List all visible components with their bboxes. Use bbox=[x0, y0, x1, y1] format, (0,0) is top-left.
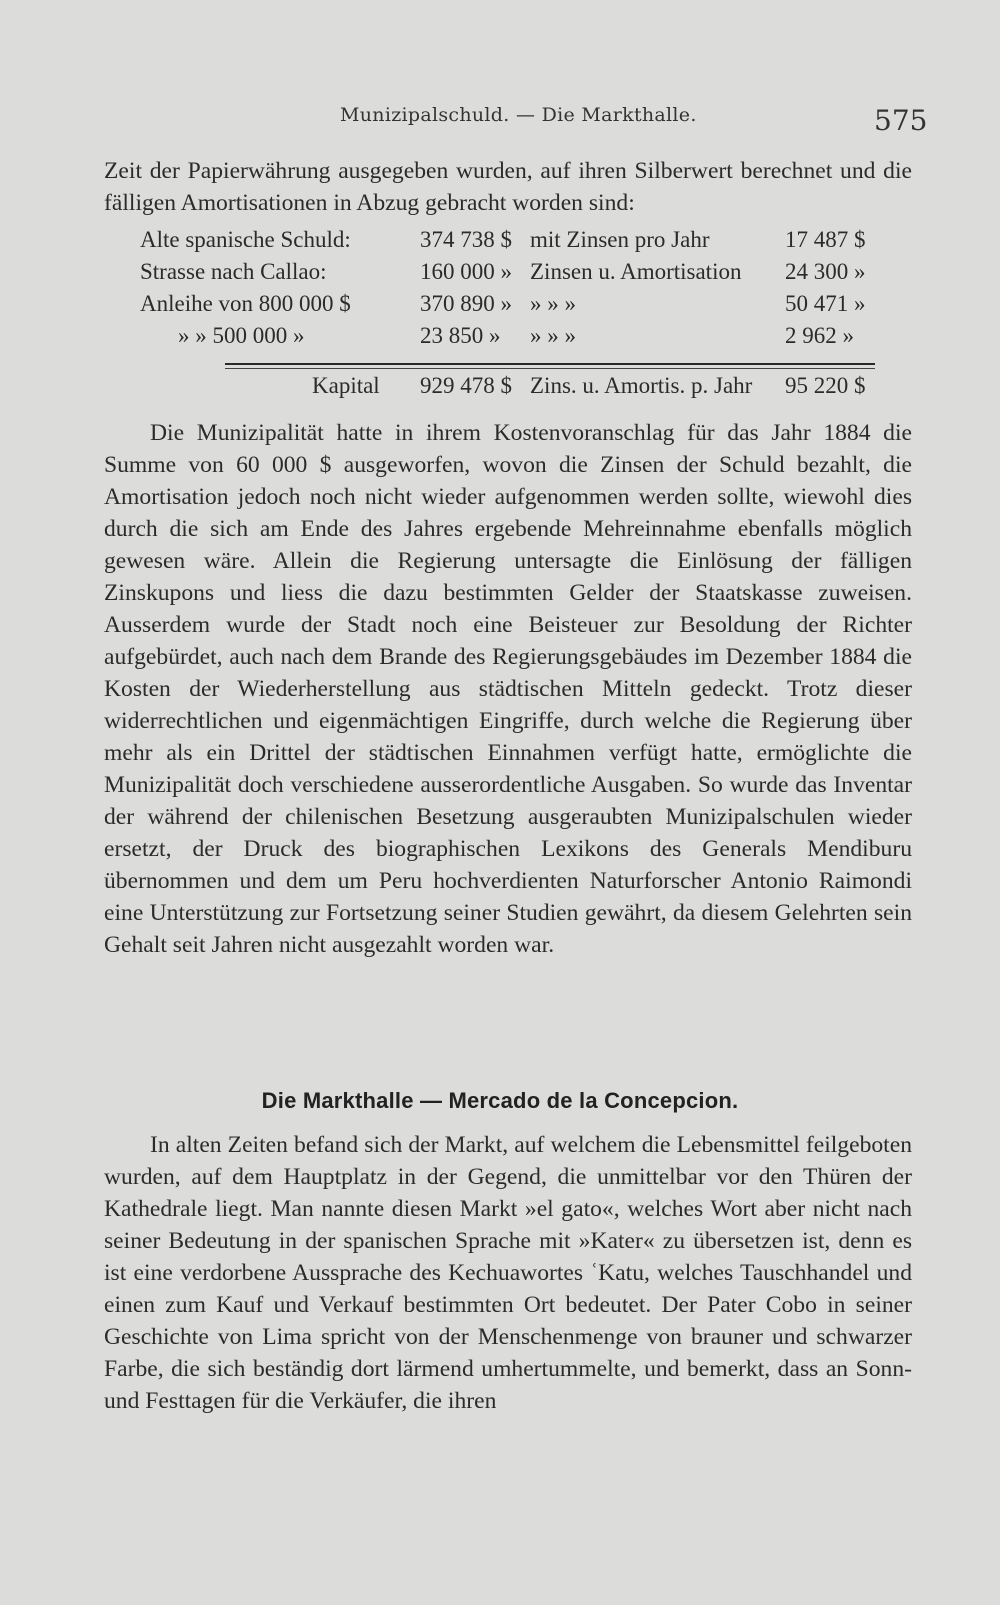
running-head: Munizipalschuld. — Die Markthalle. bbox=[340, 104, 697, 126]
debt-amount: 370 890 » bbox=[420, 291, 512, 316]
debt-row bbox=[140, 227, 880, 259]
total-row bbox=[140, 373, 880, 405]
page-header bbox=[0, 100, 1000, 140]
total-description: Zins. u. Amortis. p. Jahr bbox=[530, 373, 753, 398]
total-rule-thin bbox=[225, 368, 875, 369]
debt-description: » » » bbox=[530, 291, 576, 316]
section-heading: Die Markthalle — Mercado de la Concepcion. bbox=[261, 1088, 739, 1113]
debt-annual: 17 487 $ bbox=[785, 227, 866, 252]
debt-amount: 160 000 » bbox=[420, 259, 512, 284]
debt-row bbox=[140, 291, 880, 323]
intro-paragraph bbox=[104, 155, 912, 219]
debt-description: mit Zinsen pro Jahr bbox=[530, 227, 710, 252]
body-paragraph bbox=[104, 1129, 912, 1417]
debt-table bbox=[140, 227, 880, 398]
total-amount: 929 478 $ bbox=[420, 373, 512, 398]
debt-description: Zinsen u. Amortisation bbox=[530, 259, 742, 284]
debt-amount: 374 738 $ bbox=[420, 227, 512, 252]
debt-label: Alte spanische Schuld: bbox=[140, 227, 351, 252]
total-label: Kapital bbox=[312, 373, 380, 398]
total-annual: 95 220 $ bbox=[785, 373, 866, 398]
debt-amount: 23 850 » bbox=[420, 323, 501, 348]
debt-description: » » » bbox=[530, 323, 576, 348]
paragraph-market-history: In alten Zeiten befand sich der Markt, auf welchem die Lebensmittel feilgeboten wurden, auf dem Hauptplatz in der Gegend, die unmittelbar vor den Thüren der Kathedrale liegt. Man nannte diesen Markt »el gato«, welches Wort aber nicht nach seiner Bedeutung in der spanischen Sprache mit »Kater« zu übersetzen ist, denn es ist eine verdorbene Aussprache des Kechuawortes ʿKatu, welches Tauschhandel und einen zum Kauf und Verkauf bestimmten Ort bedeutet. Der Pater Cobo in seiner Geschichte von Lima spricht von der Menschenmenge von brauner und schwarzer Farbe, die sich beständig dort lärmend umhertummelte, und bemerkt, dass an Sonn- und Festtagen für die Verkäufer, die ihren bbox=[104, 1132, 912, 1414]
debt-annual: 24 300 » bbox=[785, 259, 866, 284]
intro-text: Zeit der Papierwährung ausgegeben wurden, auf ihren Silberwert berechnet und die fälligen Amortisationen in Abzug gebracht worden sind: bbox=[104, 158, 912, 216]
debt-row bbox=[140, 323, 880, 355]
debt-label: » » 500 000 » bbox=[178, 323, 305, 348]
debt-row bbox=[140, 259, 880, 291]
debt-annual: 2 962 » bbox=[785, 323, 854, 348]
debt-annual: 50 471 » bbox=[785, 291, 866, 316]
debt-label: Anleihe von 800 000 $ bbox=[140, 291, 351, 316]
debt-label: Strasse nach Callao: bbox=[140, 259, 327, 284]
page-number: 575 bbox=[874, 104, 928, 137]
paragraph-municipal-budget: Die Munizipalität hatte in ihrem Kostenvoranschlag für das Jahr 1884 die Summe von 60 000 $ ausgeworfen, wovon die Zinsen der Schuld bezahlt, die Amortisation jedoch noch nicht wieder aufgenommen werden sollte, wiewohl dies durch die sich am Ende des Jahres ergebende Mehreinnahme ebenfalls möglich gewesen wäre. Allein die Regierung untersagte die Einlösung der fälligen Zinskupons und liess die dazu bestimmten Gelder der Staatskasse zuweisen. Ausserdem wurde der Stadt noch eine Beisteuer zur Besoldung der Richter aufgebürdet, auch nach dem Brande des Regierungsgebäudes im Dezember 1884 die Kosten der Wiederherstellung aus städtischen Mitteln gedeckt. Trotz dieser widerrechtlichen und eigenmächtigen Eingriffe, durch welche die Regierung über mehr als ein Drittel der städtischen Einnahmen verfügt hatte, ermöglichte die Munizipalität doch verschiedene ausserordentliche Ausgaben. So wurde das Inventar der während der chilenischen Besetzung ausgeraubten Munizipalschulen wieder ersetzt, der Druck des biographischen Lexikons des Generals Mendiburu übernommen und dem um Peru hochverdienten Naturforscher Antonio Raimondi eine Unterstützung zur Fortsetzung seiner Studien gewährt, da diesem Gelehrten sein Gehalt seit Jahren nicht ausgezahlt worden war. bbox=[104, 420, 912, 958]
total-rule bbox=[225, 363, 875, 365]
body-paragraph bbox=[104, 417, 912, 961]
